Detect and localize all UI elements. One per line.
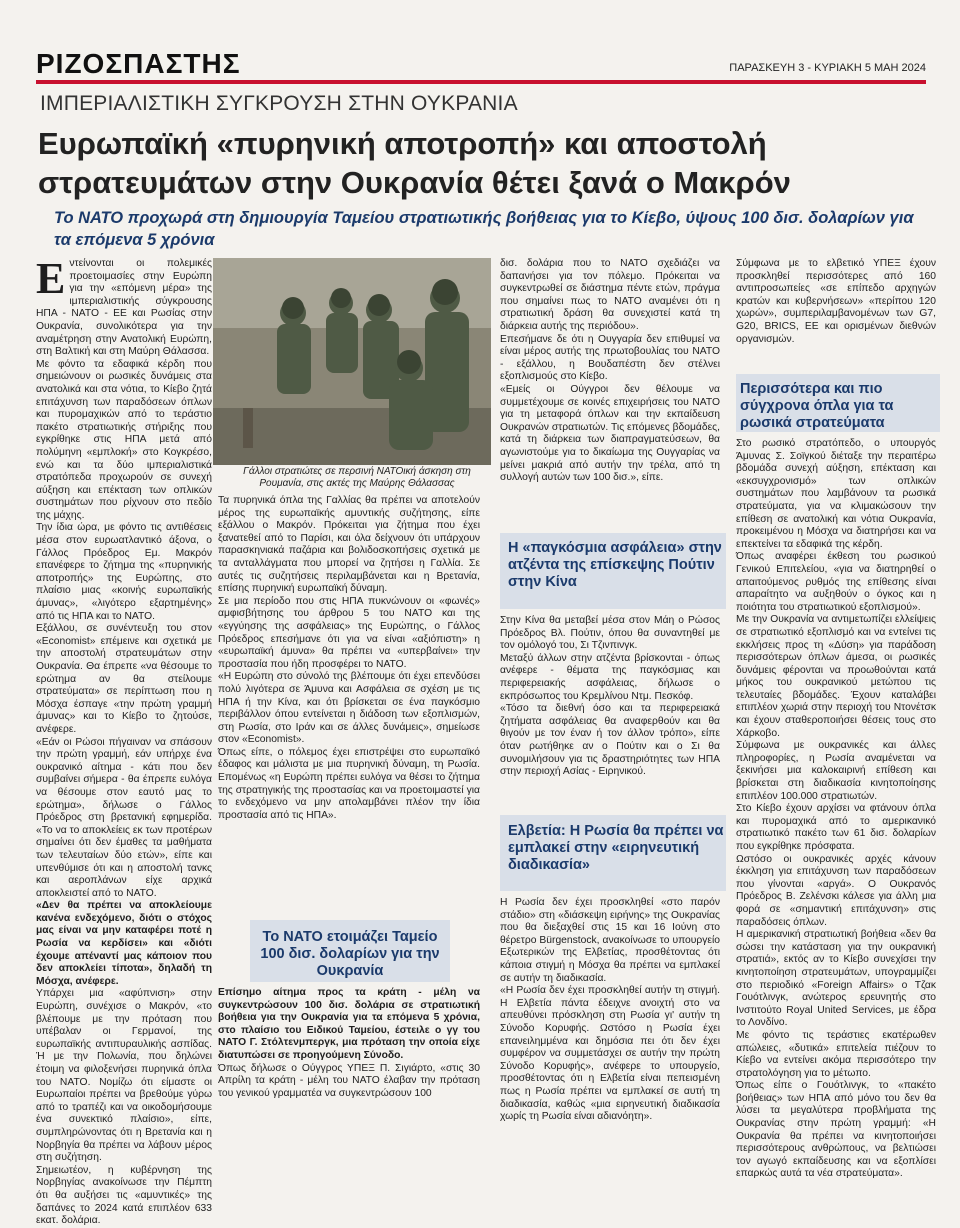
paragraph: Όπως είπε, ο πόλεμος έχει επιστρέψει στο ευρωπαϊκό έδαφος και μάλιστα με μια πυρηνική δύναμη, τη Ρωσία. Επομένως «η Ευρώπη πρέπει ευλόγα να θέσει το ζήτημα της στρατηγικής της προστασίας και να προετοιμαστεί για το ενδεχόμενο να μην απολαμβάνει πλέον την ίδια προστασία από τις ΗΠΑ». (218, 746, 480, 821)
paragraph: Σύμφωνα με το ελβετικό ΥΠΕΞ έχουν προσκληθεί περισσότερες από 160 αντιπροσωπείες «σε επίπεδο αρχηγών κρατών και κυβερνήσεων» «περίπου 120 χωρών», συμπεριλαμβανομένων των G7, G20, BRICS, ΕΕ και ορισμένων διεθνών οργανισμών. (736, 258, 936, 345)
issue-date: ΠΑΡΑΣΚΕΥΗ 3 - ΚΥΡΙΑΚΗ 5 ΜΑΗ 2024 (729, 62, 926, 74)
box-title: Το ΝΑΤΟ ετοιμάζει Ταμείο 100 δισ. δολαρίων για την Ουκρανία (260, 929, 440, 979)
paragraph: Τα πυρηνικά όπλα της Γαλλίας θα πρέπει να αποτελούν μέρος της ευρωπαϊκής αμυντικής συζήτησης, είπε εξάλλου ο Μακρόν. Πρόκειται για ζήτημα που έχει ξανατεθεί από το Παρίσι, και όλα δείχνουν ότι υπάρχουν παρασκηνιακά παζάρια και βολιδοσκοπήσεις σχετικά με τα ανταλλάγματα που μπορεί να ζητήσει η Γαλλία. Σε αυτές τις συζητήσεις περιλαμβάνεται και η Βρετανία, επίσης πυρηνική ευρωπαϊκή δύναμη. (218, 495, 480, 595)
paragraph: Όπως αναφέρει έκθεση του ρωσικού Γενικού Επιτελείου, «για να διατηρηθεί ο απαιτούμενος ρυθμός της επίθεσης είναι απαραίτητο να αυξηθούν ο όγκος και η ποιότητα του στρατιωτικού εξοπλισμού». (736, 551, 936, 613)
paragraph: Στην Κίνα θα μεταβεί μέσα στον Μάη ο Ρώσος Πρόεδρος Βλ. Πούτιν, όπου θα συναντηθεί με τον ομόλογό του, Σι Τζινπινγκ. (500, 615, 720, 652)
paragraph: Με την Ουκρανία να αντιμετωπίζει ελλείψεις σε στρατιωτικό εξοπλισμό και να εντείνει τις εκκλήσεις προς τη «Δύση» για παράδοση περισσότερων όπλων άμεσα, οι ρωσικές δυνάμεις φέρονται να προωθούνται κατά μήκος του ουκρανικού μετώπου τις τελευταίες βδομάδες. Έχουν καταλάβει επιπλέον χωριά στην περιοχή του Ντονέτσκ και έχουν σταθεροποιήσει θέσεις τους στο Χάρκοβο. (736, 614, 936, 739)
article-column-3 (500, 258, 720, 485)
paragraph: «Εάν οι Ρώσοι πήγαιναν να σπάσουν την πρώτη γραμμή, εάν υπήρχε ένα ουκρανικό αίτημα - κάτι που δεν συμβαίνει σήμερα - θα έπρεπε ευλόγα να θέσουμε στον εαυτό μας το ερώτημα», δήλωσε ο Γάλλος Πρόεδρος στη βρετανική εφημερίδα. «Το να το αποκλείεις εκ των προτέρων σημαίνει ότι δεν έμαθες τα μαθήματα των τελευταίων δύο ετών», είπε και υπενθύμισε ότι και η αποστολή τανκς και αεροπλάνων είχε αρχικά αποκλειστεί από το ΝΑΤΟ. (36, 736, 212, 899)
box-title: Περισσότερα και πιο σύγχρονα όπλα για τα ρωσικά στρατεύματα (740, 381, 894, 431)
paragraph: Υπάρχει μια «αφύπνιση» στην Ευρώπη, συνέχισε ο Μακρόν, «το βλέπουμε με την πρόταση που υπέβαλαν οι Γερμανοί, της ευρωπαϊκής αντιπυραυλικής ασπίδας. Ή με την Πολωνία, που δηλώνει έτοιμη να φιλοξενήσει πυρηνικά όπλα του ΝΑΤΟ. Νομίζω ότι είμαστε οι Ευρωπαίοι πρέπει να βρεθούμε γύρω από το τραπέζι και να οικοδομήσουμε ένα συνεκτικό πλαίσιο», είπε, συμπληρώνοντας ότι η Βρετανία και η Νορβηγία θα πρέπει να λάβουν μέρος στη συζήτηση. (36, 988, 212, 1164)
article-column-4-lower (736, 438, 936, 1181)
soldiers-photo-illustration (213, 258, 491, 465)
masthead (36, 42, 926, 82)
paragraph: Επεσήμανε δε ότι η Ουγγαρία δεν επιθυμεί να είναι μέρος αυτής της πρωτοβουλίας του ΝΑΤΟ - εξάλλου, η Βουδαπέστη δεν στέλνει εξοπλισμούς στο Κίεβο. (500, 333, 720, 383)
paragraph: Η αμερικανική στρατιωτική βοήθεια «δεν θα σώσει την κατάσταση για την ουκρανική στρατιά», εκτός αν το Κίεβο συνεχίσει την κινητοποίηση στρατευμάτων, υπογραμμίζει στο περιοδικό «Foreign Affairs» ο Τζακ Γουότλινγκ, ανώτερος ερευνητής στο Ινστιτούτο Royal United Services, με έδρα το Λονδίνο. (736, 929, 936, 1029)
box-nato-fund (250, 929, 450, 980)
article-column-4 (736, 258, 936, 346)
subheadline: Το ΝΑΤΟ προχωρά στη δημιουργία Ταμείου στρατιωτικής βοήθειας για το Κίεβο, ύψους 100 δισ. δολαρίων για τα επόμενα 5 χρόνια (54, 209, 914, 249)
paragraph: «Η Ρωσία δεν έχει προσκληθεί αυτήν τη στιγμή. Η Ελβετία πάντα έδειχνε ανοιχτή στο να απευθύνει πρόσκληση στη Ρωσία γι' αυτήν τη Σύνοδο Κορυφής. Ωστόσο η Ρωσία έχει επανειλημμένα και δημόσια πει ότι δεν έχει συμφέρον να συμμετάσχει σε αυτήν την πρώτη Σύνοδο Κορυφής», ανέφερε το υπουργείο, προσθέτοντας ότι η Ελβετία είναι πεπεισμένη πως η Ρωσία πρέπει να εμπλακεί σε αυτή τη διαδικασία, καθώς «μια ειρηνευτική διαδικασία χωρίς τη Ρωσία είναι αδιανόητη». (500, 985, 720, 1123)
paragraph: Με φόντο τις τεράστιες εκατέρωθεν απώλειες, «δυτικά» επιτελεία πιέζουν το Κίεβο να εντείνει ακόμα περισσότερο την στρατολόγηση για το μέτωπο. (736, 1029, 936, 1079)
article-column-2 (218, 495, 480, 822)
box-russian-weapons (740, 381, 940, 432)
paragraph: «Τόσο τα διεθνή όσο και τα περιφερειακά ζητήματα ασφάλειας θα αναφερθούν και θα θιγούν με τον έναν ή τον άλλον τρόπο», είπε όταν ρωτήθηκε αν ο Πούτιν και ο Σι θα συνομιλήσουν για τις δραστηριότητες των ΗΠΑ στην περιοχή Ασίας - Ειρηνικού. (500, 703, 720, 778)
paragraph: Την ίδια ώρα, με φόντο τις αντιθέσεις μέσα στον ευρωατλαντικό άξονα, ο Γάλλος Πρόεδρος Εμ. Μακρόν επανέφερε το ζήτημα της «πυρηνικής αποτροπής» της Ευρώπης, στο πλαίσιο μιας «κοινής ευρωπαϊκής άμυνας», «λιγότερο εξαρτημένης» από τις ΗΠΑ και το ΝΑΤΟ. (36, 522, 212, 622)
paragraph: Ωστόσο οι ουκρανικές αρχές κάνουν έκκληση για επιτάχυνση των παραδόσεων που γίνονται «αργά». Ο Ουκρανός Πρόεδρος Β. Ζελένσκι κάλεσε για άλλη μια φορά σε «σημαντική επιτάχυνση» στις παραδόσεις όπλων. (736, 853, 936, 928)
paragraph: Σε μια περίοδο που στις ΗΠΑ πυκνώνουν οι «φωνές» αμφισβήτησης του άρθρου 5 του ΝΑΤΟ και της «εγγύησης της ασφάλειας» της Ευρώπης, ο Γάλλος Πρόεδρος επεσήμανε ότι για να είναι «αξιόπιστη» η «ευρωπαϊκή άμυνα» θα πρέπει να «υπερβαίνει» την προστασία που ήδη προσφέρει το ΝΑΤΟ. (218, 595, 480, 670)
article-column-3-middle (500, 615, 720, 779)
box-putin-china (508, 540, 728, 591)
paragraph: ντείνονται οι πολεμικές προετοιμασίες στην Ευρώπη για την «επόμενη μέρα» της ιμπεριαλιστικής σύγκρουσης ΗΠΑ - ΝΑΤΟ - ΕΕ και Ρωσίας στην Ουκρανία, συνολικότερα για την αναμέτρηση στην Ανατολική Ευρώπη, στη Βαλτική και στη Μαύρη Θάλασσα. (36, 258, 212, 358)
paragraph: «Η Ευρώπη στο σύνολό της βλέπουμε ότι έχει επενδύσει πολύ λιγότερα σε Άμυνα και Ασφάλεια σε σχέση με τις ΗΠΑ ή την Κίνα, και ότι βρίσκεται σε ένα παγκόσμιο περιβάλλον όπου εντείνεται η διάδοση των εξοπλισμών, στη Ρωσία, στο Ιράν και σε άλλες δυνάμεις», σημείωσε στον «Economist». (218, 671, 480, 746)
section-kicker: ΙΜΠΕΡΙΑΛΙΣΤΙΚΗ ΣΥΓΚΡΟΥΣΗ ΣΤΗΝ ΟΥΚΡΑΝΙΑ (40, 92, 518, 115)
paragraph: Όπως δήλωσε ο Ούγγρος ΥΠΕΞ Π. Σιγιάρτο, «στις 30 Απρίλη τα κράτη - μέλη του ΝΑΤΟ έλαβαν την πρόταση του γενικού γραμματέα να συγκεντρώσουν 100 (218, 1062, 480, 1099)
drop-cap: Ε (36, 254, 66, 303)
paragraph: Σημειωτέον, η κυβέρνηση της Νορβηγίας ανακοίνωσε την Πέμπτη ότι θα αυξήσει τις «αμυντικές» της δαπάνες το 2024 κατά επιπλέον 633 εκατ. δολάρια. (36, 1164, 212, 1227)
paragraph: Επίσημο αίτημα προς τα κράτη - μέλη να συγκεντρώσουν 100 δισ. δολάρια σε στρατιωτική βοήθεια για την Ουκρανία για τα επόμενα 5 χρόνια, στο πλαίσιο του Ειδικού Ταμείου, έστειλε ο γγ του ΝΑΤΟ Γ. Στόλτενμπεργκ, μια πρόταση την οποία είχε διατυπώσει σε προηγούμενη Σύνοδο. (218, 987, 480, 1061)
box-switzerland (508, 823, 728, 874)
paragraph: Στο ρωσικό στρατόπεδο, ο υπουργός Άμυνας Σ. Σοϊγκού διέταξε την περαιτέρω βδομάδα συνεχή αύξηση, επέκταση και «εκσυγχρονισμό» των οπλικών συστημάτων που λαμβάνουν τα ρωσικά στρατεύματα, για να κλιμακώσουν την επίθεση σε ανατολική και νότια Ουκρανία, προκειμένου η Μόσχα να διατηρήσει και να επεκτείνει τα εδαφικά της κέρδη. (736, 438, 936, 550)
box-title: Ελβετία: Η Ρωσία θα πρέπει να εμπλακεί στην «ειρηνευτική διαδικασία» (508, 823, 724, 873)
headline: Ευρωπαϊκή «πυρηνική αποτροπή» και αποστολή στρατευμάτων στην Ουκρανία θέτει ξανά ο Μακρόν (38, 126, 791, 200)
paragraph: Μεταξύ άλλων στην ατζέντα βρίσκονται - όπως ανέφερε - θέματα της παγκόσμιας και περιφερειακής ασφάλειας, δήλωσε ο εκπρόσωπος του Κρεμλίνου Ντμ. Πεσκόφ. (500, 652, 720, 702)
article-column-3-lower (500, 897, 720, 1124)
paragraph: Εξάλλου, σε συνέντευξη του στον «Economist» επέμεινε και σχετικά με την αποστολή στρατευμάτων στην Ουκρανία. Θα έπρεπε «να θέσουμε το ερώτημα αν θα στείλουμε στρατεύματα» σε περίπτωση που η Μόσχα έσπαγε «την πρώτη γραμμή άμυνας» και το Κίεβο το ζητούσε, ανέφερε. (36, 623, 212, 735)
masthead-rule (36, 80, 926, 84)
paragraph: Όπως είπε ο Γουότλινγκ, το «πακέτο βοήθειας» των ΗΠΑ από μόνο του δεν θα λύσει τα μεγαλύτερα προβλήματα της Ουκρανίας στην πρώτη γραμμή: «Η Ουκρανία θα πρέπει να κινητοποιήσει περισσότερους ανθρώπους, να βελτιώσει τον αγωγό εκπαίδευσης και να εξοπλίσει επαρκώς αυτά τα νέα στρατεύματα». (736, 1080, 936, 1180)
article-column-2-lower (218, 987, 480, 1100)
article-column-1 (36, 254, 212, 1228)
paragraph: δισ. δολάρια που το ΝΑΤΟ σχεδιάζει να δαπανήσει για τον πόλεμο. Πρόκειται να συγκεντρωθεί σε διάστημα πέντε ετών, πράγμα που σημαίνει πως το ΝΑΤΟ αναμένει ότι η στρατιωτική δράση θα συνεχιστεί κατά τη διάρκεια αυτής της περιόδου». (500, 258, 720, 332)
paragraph: Σύμφωνα με ουκρανικές και άλλες πληροφορίες, η Ρωσία αναμένεται να ξεκινήσει μια καλοκαιρινή επίθεση και βρίσκεται στη διαδικασία κινητοποίησης επιπλέον 100.000 στρατιωτών. (736, 740, 936, 802)
logo-text: ΡΙΖΟΣΠΑΣΤΗΣ (36, 48, 241, 79)
soldiers-photo (213, 258, 491, 465)
paragraph: Στο Κίεβο έχουν αρχίσει να φτάνουν όπλα και πυρομαχικά από το αμερικανικό στρατιωτικό πακέτο των 61 δισ. δολαρίων που εγκρίθηκε πρόσφατα. (736, 803, 936, 852)
paragraph: Η Ρωσία δεν έχει προσκληθεί «στο παρόν στάδιο» στη «διάσκεψη ειρήνης» της Ουκρανίας που θα διεξαχθεί στις 15 και 16 Ιούνη στο θέρετρο Bürgenstock, ανακοίνωσε το υπουργείο Εξωτερικών της Ελβετίας, προσθέτοντας ότι κάποια στιγμή η Μόσχα θα πρέπει να εμπλακεί σε αυτήν τη διαδικασία. (500, 897, 720, 984)
newspaper-logo (36, 48, 241, 80)
paragraph: Με φόντο τα εδαφικά κέρδη που σημειώνουν οι ρωσικές δυνάμεις στα ανατολικά και στα νότια, το Κίεβο ζητά επιτάχυνση των παραδόσεων όπλων και πυρομαχικών από το τεράστιο πακέτο στρατιωτικής στήριξης που εγκρίθηκε στις ΗΠΑ μετά από πολύμηνη «εμπλοκή» στο Κογκρέσο, ενώ και τα δύο ιμπεριαλιστικά στρατόπεδα προχωρούν σε συνεχή αύξηση και επέκταση των οπλικών συστημάτων που ρίχνουν στο πεδίο της μάχης. (36, 358, 212, 521)
photo-caption: Γάλλοι στρατιώτες σε περσινή ΝΑΤΟική άσκηση στη Ρουμανία, στις ακτές της Μαύρης Θάλασσας (243, 466, 471, 489)
paragraph: «Δεν θα πρέπει να αποκλείουμε κανένα ενδεχόμενο, διότι ο στόχος μας είναι να μην καταφέρει ποτέ η Ρωσία να κερδίσει» και «διότι έχουμε απέναντί μας κάποιον που δεν αποκλείει τίποτα», δηλαδή τη Μόσχα, ανέφερε. (36, 900, 212, 987)
box-title: Η «παγκόσμια ασφάλεια» στην ατζέντα της επίσκεψης Πούτιν στην Κίνα (508, 540, 722, 590)
paragraph: «Εμείς οι Ούγγροι δεν θέλουμε να συμμετέχουμε σε κοινές επιχειρήσεις του ΝΑΤΟ για τη μεταφορά όπλων και την εκπαίδευση Ουκρανών στρατιωτών. Τις επόμενες βδομάδες, κατά τη διάρκεια των διαπραγματεύσεων, θα αγωνιστούμε για το δικαίωμα της Ουγγαρίας να μείνει μακριά από αυτήν την τρέλα, από τη συλλογή αυτών των 100 δισ.», είπε. (500, 383, 720, 484)
